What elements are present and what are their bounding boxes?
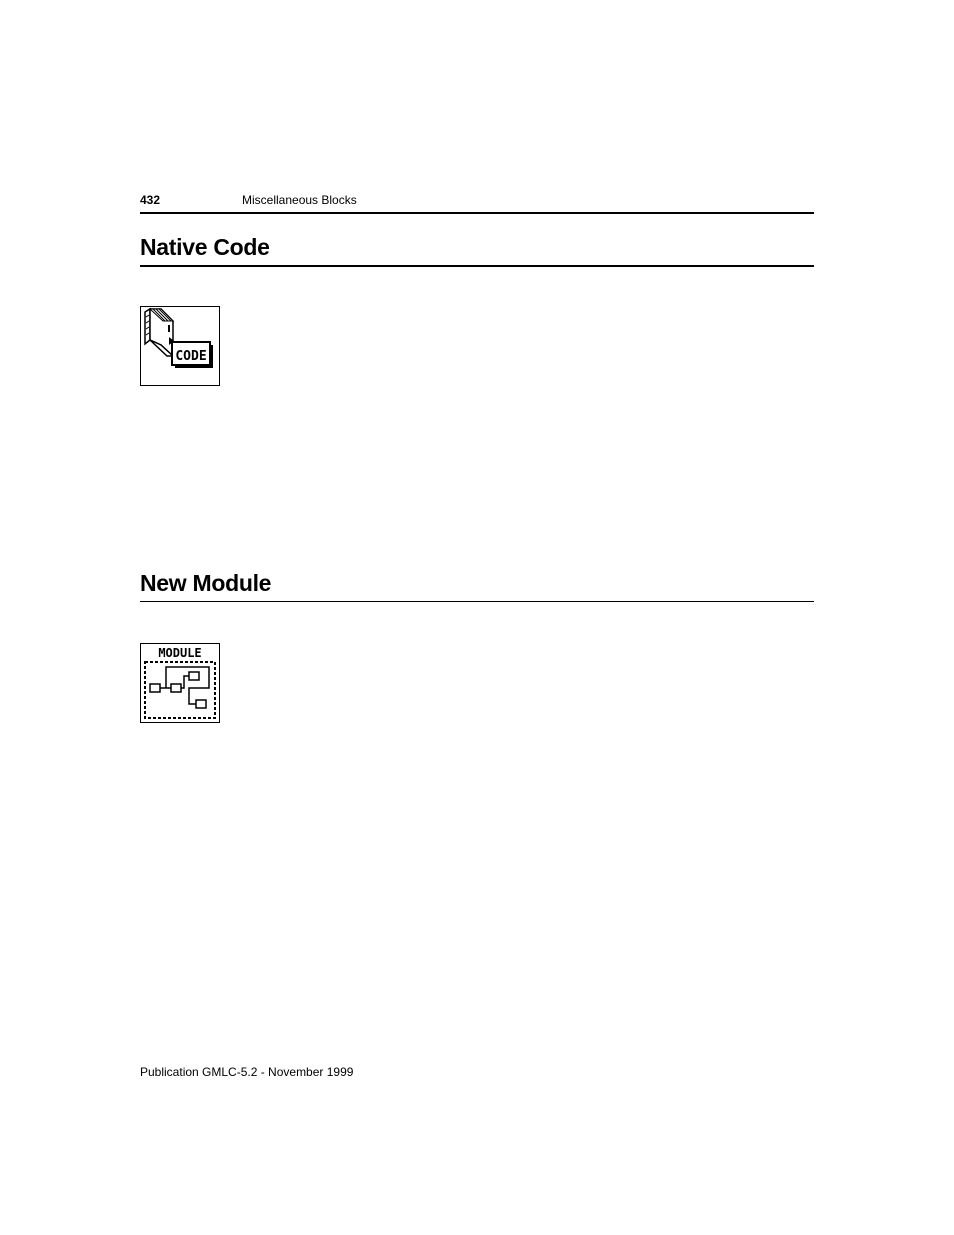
native-code-icon-label: CODE xyxy=(175,349,207,364)
new-module-icon-label: MODULE xyxy=(158,646,202,660)
publication-footer: Publication GMLC-5.2 - November 1999 xyxy=(140,1065,354,1079)
section-heading-new-module: New Module xyxy=(140,569,814,602)
section-heading-native-code: Native Code xyxy=(140,233,814,267)
running-header xyxy=(140,192,814,214)
chapter-title: Miscellaneous Blocks xyxy=(242,193,357,207)
new-module-block-icon xyxy=(140,643,220,723)
native-code-block-icon xyxy=(140,306,220,386)
page-number: 432 xyxy=(140,193,161,207)
